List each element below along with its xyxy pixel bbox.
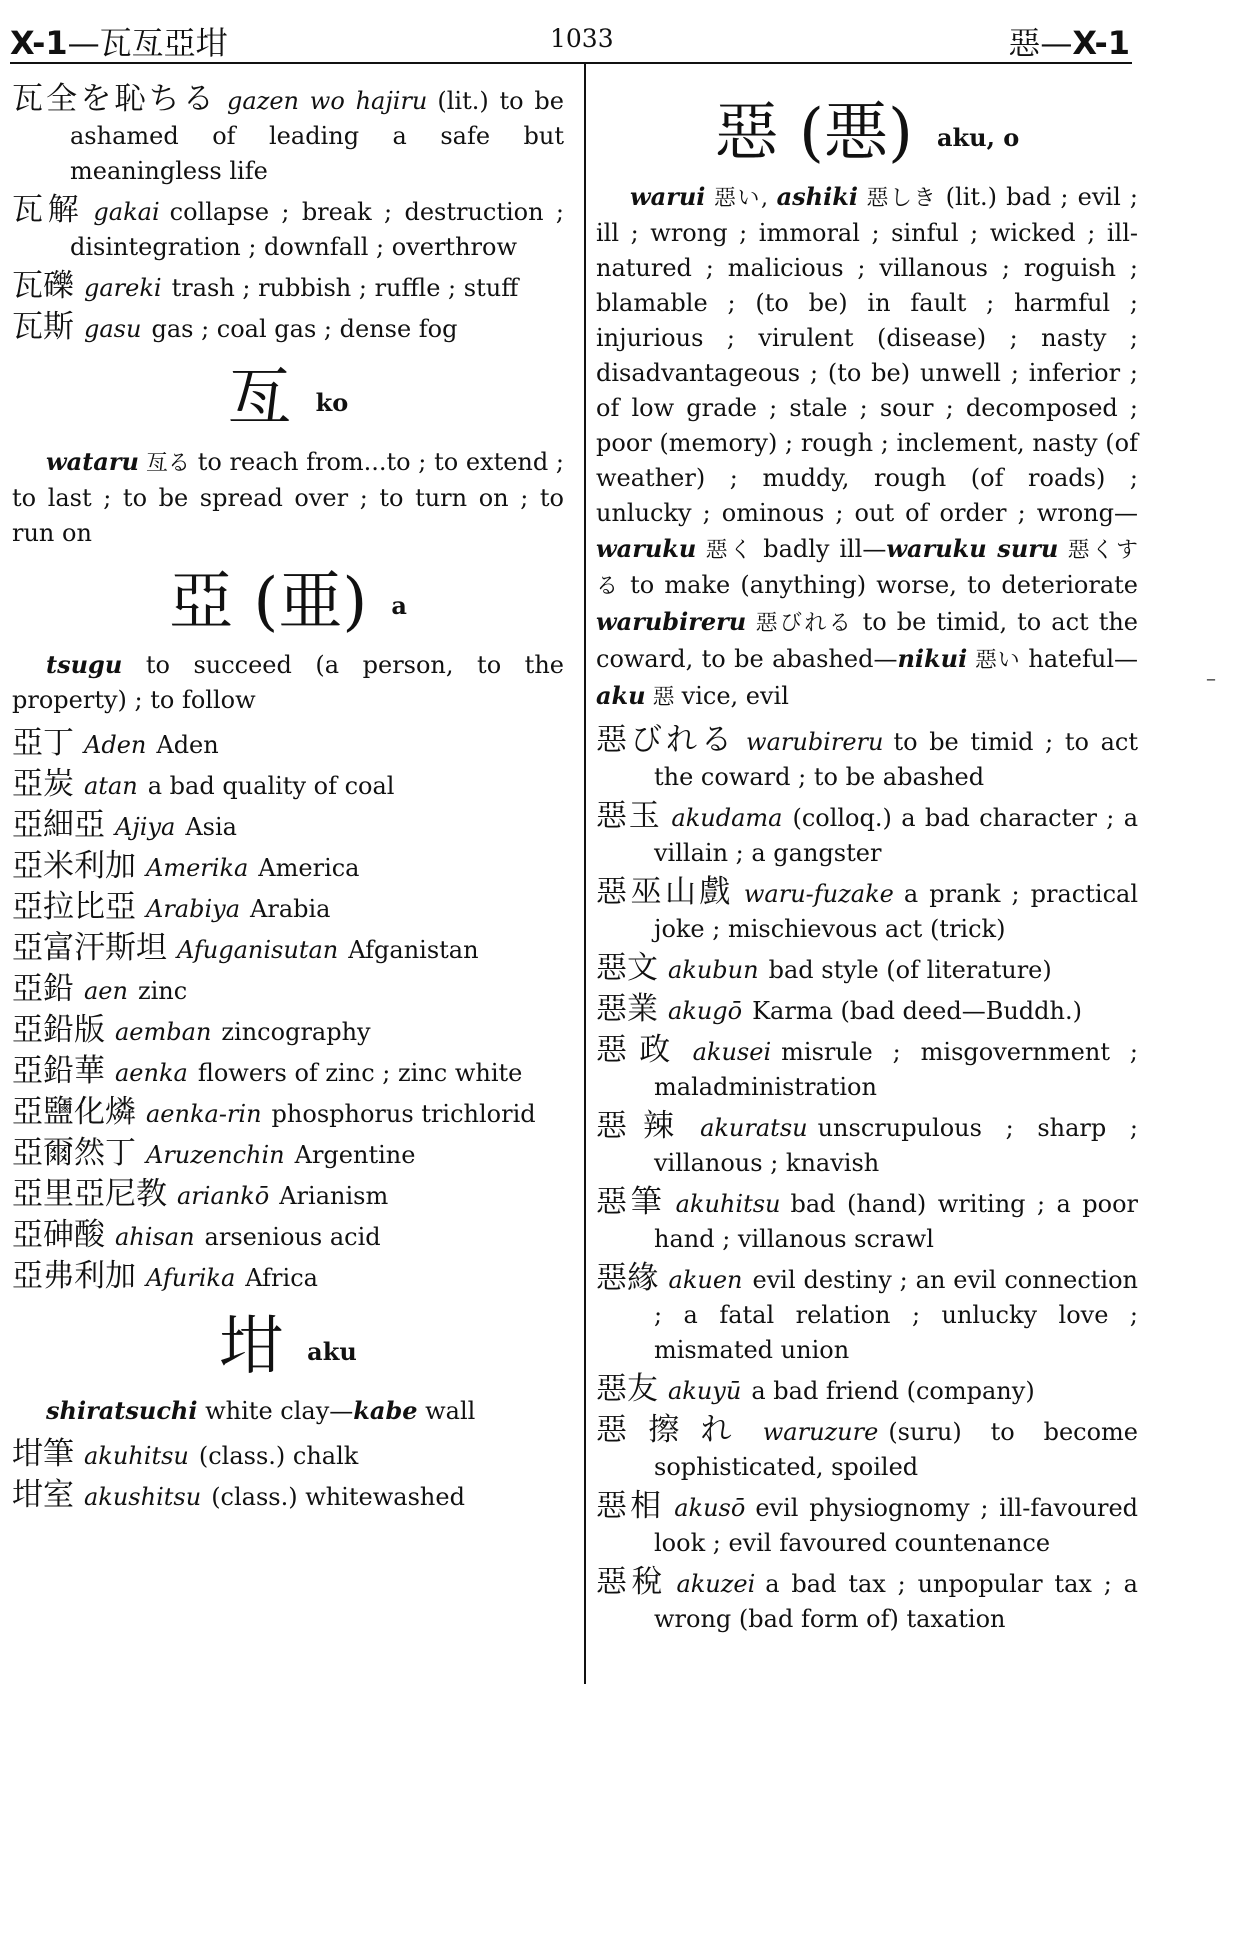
kanji-reading: ko [315,387,349,417]
entry-headword: 惡稅 [596,1563,667,1600]
dictionary-entry [12,890,564,927]
dictionary-entry [596,1109,1138,1181]
entry-romaji: akudama [671,803,783,832]
entry-romaji: gasu [84,315,142,343]
entry-romaji: akuhitsu [675,1189,781,1218]
meaning-reading: warubireru [596,606,747,636]
entry-romaji: akuhitsu [84,1441,189,1470]
header-left-kanji: —瓦亙亞坩 [67,24,228,62]
meaning-kana: 惡く [696,537,764,563]
kanji-heading [12,357,564,444]
meaning-kana: 惡しき [857,185,946,211]
entry-headword: 惡びれる [596,721,737,758]
meaning-text: vice, evil [681,681,789,710]
dictionary-entry [12,1437,564,1474]
entry-headword: 亞弗利加 [12,1258,136,1294]
entry-headword: 惡緣 [596,1259,659,1296]
entry-headword: 亞鹽化燐 [12,1094,136,1130]
header-right [1008,18,1130,64]
kanji-reading: aku [307,1336,357,1366]
entry-romaji: gakai [93,198,160,226]
entry-headword: 惡業 [596,990,658,1027]
meaning-reading: kabe [353,1395,418,1425]
entry-romaji: Aden [84,731,147,759]
dictionary-entry [596,951,1138,988]
entry-definition: trash ; rubbish ; ruffle ; stuff [171,274,519,302]
header-left [10,18,228,64]
meaning-kana: 惡びれる [746,610,863,636]
meaning-text: to reach from...to ; to extend ; to last ; to be spread over ; to turn on ; to run on [12,447,565,547]
entry-definition: arsenious acid [204,1223,381,1251]
entry-romaji: akuratsu [700,1113,808,1142]
header-right-code: X-1 [1072,24,1130,62]
dictionary-entry [596,1372,1138,1409]
entry-headword: 惡友 [596,1370,658,1407]
dictionary-entry [12,849,564,886]
meaning-reading: waruku suru [886,533,1059,563]
entry-romaji: aemban [115,1018,212,1046]
meaning-kana: 惡くする [596,537,1138,599]
entry-romaji: warubireru [746,727,884,756]
entry-romaji: Aruzenchin [146,1141,285,1169]
kanji-character: 亙 [227,361,292,435]
dictionary-entry [596,1185,1138,1257]
dictionary-entry [596,1261,1138,1368]
entry-headword: 亞細亞 [12,807,105,843]
kanji-character: 坩 [219,1310,284,1384]
entry-romaji: akuyū [668,1376,742,1405]
meaning-reading: shiratsuchi [46,1395,198,1425]
header-rule [10,62,1132,64]
header-right-kanji: 惡— [1008,24,1073,62]
entry-romaji: gareki [84,274,162,302]
entry-romaji: akusei [692,1037,772,1066]
dictionary-entry [12,808,564,845]
entry-headword: 亞鉛版 [12,1012,105,1048]
entry-romaji: Ajiya [115,813,176,841]
dictionary-entry [12,269,564,306]
entry-headword: 惡巫山戲 [596,873,734,910]
meaning-text: to make (anything) worse, to deteriorate [630,570,1138,599]
entry-romaji: Afuganisutan [177,936,339,964]
meaning-text: to succeed (a person, to the property) ; to follow [12,651,564,714]
entry-definition: to be timid ; to act the coward ; to be abashed [654,727,1138,791]
entry-headword: 坩筆 [12,1435,74,1472]
meaning-text: (lit.) bad ; evil ; ill ; wrong ; immoral ; sinful ; wicked ; ill-natured ; malicious ; villanous ; roguish ; blamable ; (to be) in fault ; harmful ; injurious ; virulent (disease) ; nasty ; disadvantageous ; (to be) unwell ; inferior ; of low grade ; stale ; sour ; decomposed ; poor (memory) ; rough ; inclement, nasty (of weather) ; muddy, rough (of roads) ; unlucky ; ominous ; out of order ; wrong— [596,182,1139,527]
entry-headword: 亞富汗斯坦 [12,930,167,966]
entry-romaji: akubun [668,955,759,984]
dictionary-entry [12,1177,564,1214]
entry-headword: 瓦解 [12,192,84,228]
entry-definition: Karma (bad deed—Buddh.) [752,996,1082,1025]
entry-definition: Afganistan [348,936,479,964]
header-left-code: X-1 [10,24,68,62]
entry-headword: 惡筆 [596,1183,666,1220]
dictionary-entry [12,726,564,763]
entry-definition: Africa [245,1264,318,1292]
meaning-reading: warui [630,181,706,211]
kanji-meaning [12,444,564,551]
entry-headword: 亞爾然丁 [12,1135,136,1171]
kanji-meaning [12,1393,564,1429]
meaning-text: badly ill— [763,534,887,563]
entry-definition: evil physiognomy ; ill-favoured look ; evil favoured countenance [654,1493,1139,1557]
meaning-reading: tsugu [46,650,123,679]
entry-headword: 惡辣 [596,1107,691,1144]
right-column [596,82,1138,1641]
meaning-reading: wataru [46,446,139,476]
meaning-reading: nikui [897,643,968,673]
left-column [12,82,564,1519]
dictionary-entry [12,1054,564,1091]
dictionary-entry [12,1478,564,1515]
entry-definition: a bad tax ; unpopular tax ; a wrong (bad form of) taxation [654,1569,1138,1633]
meaning-reading: waruku [596,533,697,563]
page-header [10,10,1130,62]
entry-romaji: akushitsu [84,1482,202,1511]
entry-romaji: ahisan [115,1223,195,1251]
entry-headword: 亞砷酸 [12,1217,105,1253]
entry-romaji: Amerika [146,854,249,882]
entry-definition: (class.) whitewashed [211,1482,465,1511]
entry-definition: America [258,854,360,882]
entry-headword: 亞拉比亞 [12,889,136,925]
entry-definition: bad style (of literature) [768,955,1052,984]
entry-definition: Arabia [250,895,331,923]
kanji-heading [596,92,1138,179]
page-number: 1033 [550,24,614,53]
entry-definition: zinc [137,977,188,1005]
meaning-reading: ashiki [776,181,858,211]
entry-definition: unscrupulous ; sharp ; villanous ; knavish [654,1113,1139,1177]
dictionary-entry [12,767,564,804]
entry-definition: flowers of zinc ; zinc white [197,1059,523,1087]
meaning-kana: 惡い [967,647,1029,673]
dictionary-entry [12,310,564,347]
dictionary-entry [12,931,564,968]
entry-romaji: Arabiya [146,895,241,923]
entry-romaji: akusō [674,1493,746,1522]
entry-definition: (suru) to become sophisticated, spoiled [654,1417,1139,1481]
meaning-kana: 亙る [138,450,191,476]
meaning-text: white clay— [197,1396,354,1425]
entry-headword: 惡相 [596,1487,665,1524]
entry-headword: 惡玉 [596,797,662,834]
entry-definition: Argentine [294,1141,416,1169]
entry-definition: Arianism [279,1182,389,1210]
kanji-reading: aku, o [936,122,1020,152]
dictionary-entry [596,799,1138,871]
entry-definition: bad (hand) writing ; a poor hand ; villanous scrawl [654,1189,1138,1253]
entry-headword: 亞鉛華 [12,1053,105,1089]
dictionary-entry [596,1565,1138,1637]
entry-headword: 瓦斯 [12,309,74,345]
entry-romaji: aenka-rin [146,1100,262,1128]
dictionary-entry [12,1013,564,1050]
meaning-text: wall [417,1396,476,1425]
dictionary-entry [12,82,564,189]
entry-romaji: akugō [668,996,743,1025]
dictionary-entry [596,723,1138,795]
meaning-kana: 惡い, [705,185,777,211]
column-divider [584,64,586,1684]
dictionary-entry [596,875,1138,947]
entry-romaji: Afurika [146,1264,236,1292]
entry-romaji: aen [84,977,128,1005]
entry-headword: 惡政 [596,1031,683,1068]
dictionary-entry [596,1413,1138,1485]
entry-definition: Asia [185,813,237,841]
entry-romaji: akuzei [676,1569,756,1598]
entry-headword: 惡文 [596,949,658,986]
entry-romaji: waru-fuzake [743,879,894,908]
entry-romaji: akuen [668,1265,743,1294]
entry-definition: (class.) chalk [198,1441,359,1470]
entry-headword: 亞鉛 [12,971,74,1007]
entry-definition: evil destiny ; an evil connection ; a fatal relation ; unlucky love ; mismated union [654,1265,1138,1364]
entry-headword: 亞丁 [12,725,74,761]
entry-headword: 亞米利加 [12,848,136,884]
entry-definition: misrule ; misgovernment ; maladministration [654,1037,1139,1101]
kanji-heading [12,1306,564,1393]
entry-romaji: waruzure [762,1417,879,1446]
dictionary-entry [596,1033,1138,1105]
entry-headword: 惡擦れ [596,1411,753,1448]
meaning-text: to be timid, to act the coward, to be abashed— [596,607,1139,673]
entry-definition: zincography [221,1018,371,1046]
margin-mark: – [1206,666,1216,690]
entry-definition: a prank ; practical joke ; mischievous act (trick) [654,879,1138,943]
kanji-character: 亞 (亜) [169,564,368,639]
meaning-reading: aku [596,680,646,710]
dictionary-entry [596,992,1138,1029]
entry-headword: 亞炭 [12,766,74,802]
entry-romaji: aenka [115,1059,188,1087]
kanji-meaning [12,647,564,718]
kanji-character: 惡 (悪) [714,96,913,170]
entry-headword: 坩室 [12,1476,74,1513]
dictionary-entry [12,1218,564,1255]
dictionary-entry [12,972,564,1009]
dictionary-entry [12,193,564,265]
dictionary-entry [12,1259,564,1296]
entry-definition: (lit.) to be ashamed of leading a safe but meaningless life [70,87,564,185]
entry-romaji: gazen wo hajiru [227,87,428,115]
entry-definition: gas ; coal gas ; dense fog [151,315,458,343]
meaning-kana: 惡 [645,684,682,710]
entry-headword: 亞里亞尼教 [12,1176,167,1212]
dictionary-entry [12,1136,564,1173]
entry-definition: Aden [156,731,219,759]
entry-headword: 瓦礫 [12,268,74,304]
kanji-meaning [596,179,1138,715]
dictionary-entry [12,1095,564,1132]
entry-romaji: atan [84,772,138,800]
entry-definition: (colloq.) a bad character ; a villain ; a gangster [654,803,1139,867]
meaning-text: hateful— [1028,644,1138,673]
kanji-heading [12,561,564,648]
entry-definition: a bad quality of coal [147,772,395,800]
entry-headword: 瓦全を恥ちる [12,81,218,117]
entry-romaji: ariankō [177,1182,270,1210]
dictionary-entry [596,1489,1138,1561]
entry-definition: collapse ; break ; destruction ; disintegration ; downfall ; overthrow [70,198,565,261]
entry-definition: a bad friend (company) [751,1376,1035,1405]
entry-definition: phosphorus trichlorid [271,1100,536,1128]
kanji-reading: a [391,591,407,620]
